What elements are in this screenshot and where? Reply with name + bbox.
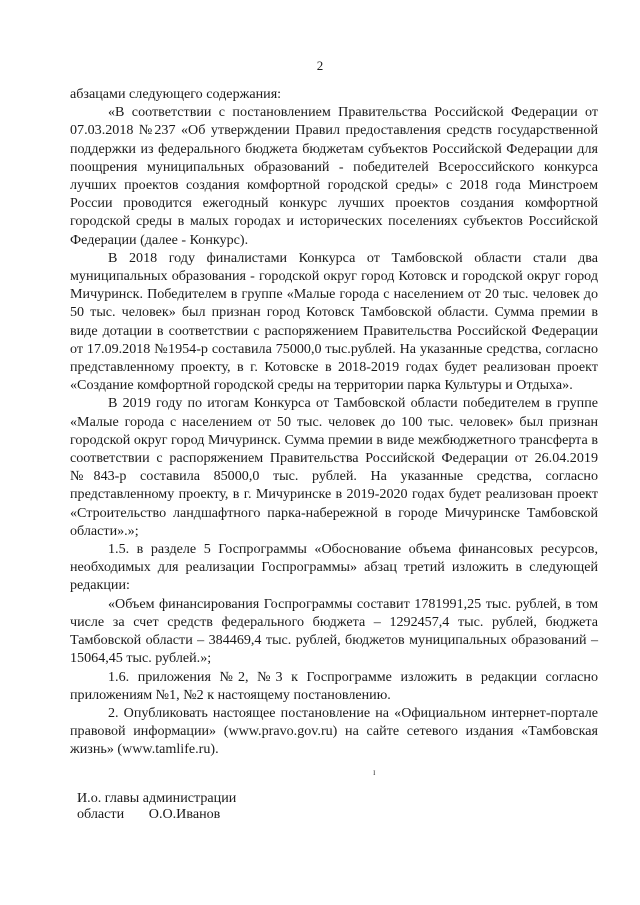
paragraph-funding-volume: «Объем финансирования Госпрограммы составит 1781991,25 тыс. рублей, в том числе за счет средств федерального бюджета – 1292457,4 тыс. рублей, бюджета Тамбовской области – 384469,4 тыс. рублей, бюджетов муниципальных образований – 15064,45 тыс. рублей.»; (70, 595, 598, 667)
paragraph-intro: абзацами следующего содержания: (70, 86, 282, 102)
paragraph-item-1-5: 1.5. в разделе 5 Госпрограммы «Обоснование объема финансовых ресурсов, необходимых для реализации Госпрограммы» абзац третий изложить в следующей редакции: (70, 541, 598, 594)
paragraph-2019-results: В 2019 году по итогам Конкурса от Тамбовской области победителем в группе «Малые города с населением от 50 тыс. человек до 100 тыс. человек» был признан городской округ город Мичуринск. Сумма премии в виде межбюджетного трансферта в соответствии с распоряжением Правительства Российской Федерации от 26.04.2019 №843-р составила 85000,0 тыс. рублей. На указанные средства, согласно представленному проекту, в г. Мичуринске в 2019-2020 годах будет реализован проект «Строительство ландшафтного парка-набережной в городе Мичуринске Тамбовской области».»; (70, 395, 598, 539)
paragraph-item-2-publish: 2. Опубликовать настоящее постановление на «Официальном интернет-портале правовой информации» (www.pravo.gov.ru) на сайте сетевого издания «Тамбовская жизнь» (www.tamlife.ru). (70, 704, 598, 758)
signature-name: области О.О.Иванов (77, 806, 221, 822)
document-body (70, 85, 598, 759)
signature-block (77, 790, 236, 822)
stray-mark: ɪ (373, 767, 376, 777)
paragraph-competition-basis: «В соответствии с постановлением Правительства Российской Федерации от 07.03.2018 №237 «Об утверждении Правил предоставления средств государственной поддержки из федерального бюджета бюджетам субъектов Российской Федерации для поощрения муниципальных образований - победителей Всероссийского конкурса лучших проектов создания комфортной городской среды» с 2018 года Минстроем России проводится ежегодный конкурс лучших проектов создания комфортной городской среды в малых городах и исторических поселениях субъектов Российской Федерации (далее - Конкурс). (70, 104, 598, 248)
paragraph-2018-results: В 2018 году финалистами Конкурса от Тамбовской области стали два муниципальных образования - городской округ город Котовск и городской округ город Мичуринск. Победителем в группе «Малые города с населением от 20 тыс. человек до 50 тыс. человек» был признан город Котовск Тамбовской области. Сумма премии в виде дотации в соответствии с распоряжением Правительства Российской Федерации от 17.09.2018 №1954-р составила 75000,0 тыс.рублей. На указанные средства, согласно представленному проекту, в г. Котовске в 2018-2019 годах будет реализован проект «Создание комфортной городской среды на территории парка Культуры и Отдыха». (70, 249, 598, 394)
page-number: 2 (316, 58, 324, 73)
paragraph-item-1-6: 1.6. приложения №2, №3 к Госпрограмме изложить в редакции согласно приложениям №1, №2 к настоящему постановлению. (70, 668, 598, 703)
signature-position: И.о. главы администрации (77, 790, 237, 806)
